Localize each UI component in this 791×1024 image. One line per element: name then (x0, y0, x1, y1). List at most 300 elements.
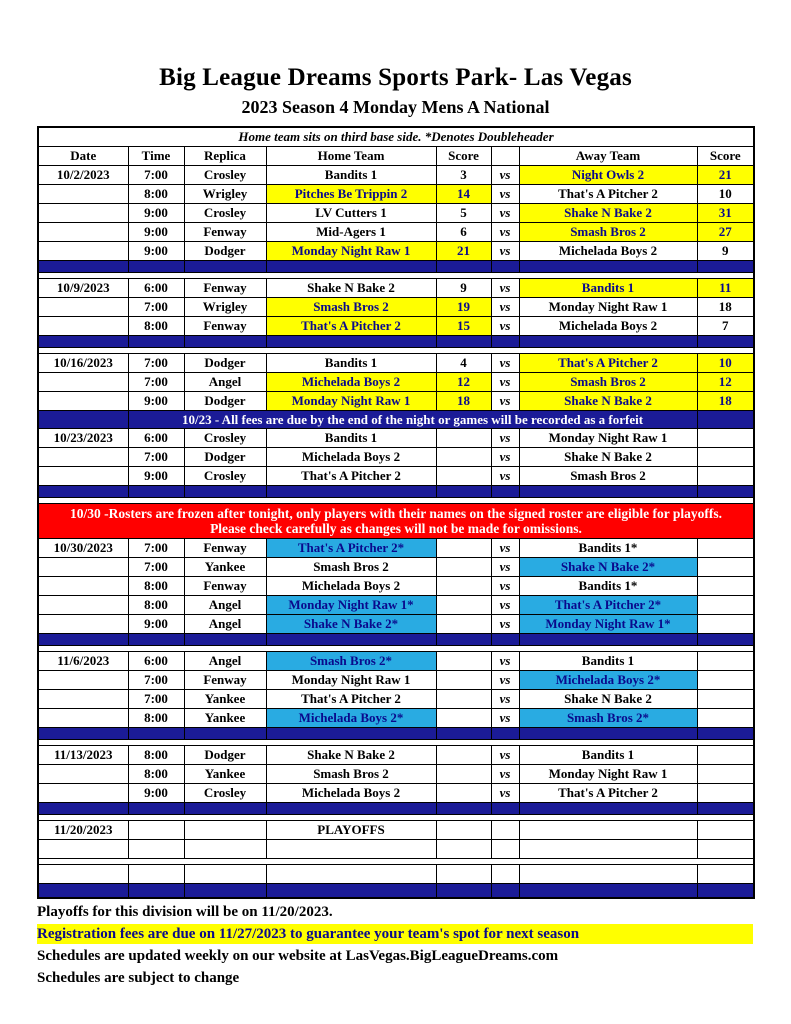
separator-cell (697, 883, 754, 898)
game-row (38, 595, 754, 614)
cell-vs: vs (491, 651, 519, 670)
cell-vs: vs (491, 764, 519, 783)
separator-cell (436, 802, 491, 814)
separator-cell (436, 335, 491, 347)
cell-away-score (697, 820, 754, 839)
separator-cell (128, 335, 184, 347)
cell-home-score (436, 839, 491, 858)
cell-date: 10/16/2023 (38, 353, 128, 372)
cell-home-score (436, 595, 491, 614)
separator-cell (38, 335, 128, 347)
cell-date (38, 316, 128, 335)
header-time: Time (128, 146, 184, 165)
cell-home-team: Bandits 1 (266, 428, 436, 447)
cell-date (38, 576, 128, 595)
footer-website-note: Schedules are updated weekly on our website at LasVegas.BigLeagueDreams.com (37, 948, 559, 964)
cell-home-team (266, 864, 436, 883)
fees-note-text: 10/23 - All fees are due by the end of the night or games will be recorded as a forfeit (128, 410, 697, 428)
cell-time: 9:00 (128, 614, 184, 633)
cell-home-score: 5 (436, 203, 491, 222)
game-row (38, 538, 754, 557)
cell-away-score (697, 538, 754, 557)
cell-time: 7:00 (128, 689, 184, 708)
cell-home-score: 14 (436, 184, 491, 203)
cell-time (128, 864, 184, 883)
cell-home-team: Pitches Be Trippin 2 (266, 184, 436, 203)
game-row (38, 428, 754, 447)
separator-row (38, 485, 754, 497)
game-row (38, 689, 754, 708)
game-row (38, 165, 754, 184)
separator-cell (266, 883, 436, 898)
footer-registration-note: Registration fees are due on 11/27/2023 to guarantee your team's spot for next season (37, 924, 753, 944)
separator-cell (184, 485, 266, 497)
separator-cell (128, 633, 184, 645)
cell-replica: Dodger (184, 241, 266, 260)
cell-home-team: LV Cutters 1 (266, 203, 436, 222)
cell-replica: Fenway (184, 670, 266, 689)
note-left-cell (38, 410, 128, 428)
cell-vs: vs (491, 538, 519, 557)
cell-away-score (697, 557, 754, 576)
empty-row (38, 839, 754, 858)
cell-date (38, 241, 128, 260)
cell-home-score (436, 538, 491, 557)
cell-home-score (436, 447, 491, 466)
cell-replica: Angel (184, 651, 266, 670)
cell-replica: Fenway (184, 538, 266, 557)
cell-date (38, 689, 128, 708)
cell-away-score (697, 783, 754, 802)
cell-date (38, 839, 128, 858)
cell-vs: vs (491, 557, 519, 576)
footer (0, 902, 791, 988)
cell-away-score (697, 864, 754, 883)
cell-away-team: Smash Bros 2 (519, 372, 697, 391)
separator-cell (519, 727, 697, 739)
separator-cell (519, 335, 697, 347)
game-row (38, 651, 754, 670)
cell-date (38, 184, 128, 203)
header-home-score: Score (436, 146, 491, 165)
cell-vs: vs (491, 670, 519, 689)
cell-vs (491, 839, 519, 858)
cell-date: 10/2/2023 (38, 165, 128, 184)
cell-time: 9:00 (128, 391, 184, 410)
cell-replica: Dodger (184, 391, 266, 410)
cell-vs: vs (491, 614, 519, 633)
cell-away-score (697, 839, 754, 858)
cell-away-score (697, 595, 754, 614)
cell-home-score (436, 708, 491, 727)
cell-home-score (436, 614, 491, 633)
cell-away-score: 21 (697, 165, 754, 184)
separator-cell (436, 727, 491, 739)
cell-away-team: Smash Bros 2 (519, 466, 697, 485)
cell-vs: vs (491, 391, 519, 410)
cell-away-team: Bandits 1 (519, 278, 697, 297)
cell-away-team: That's A Pitcher 2* (519, 595, 697, 614)
cell-date (38, 595, 128, 614)
separator-cell (436, 485, 491, 497)
separator-row (38, 883, 754, 898)
game-row (38, 184, 754, 203)
cell-home-score: 19 (436, 297, 491, 316)
cell-vs: vs (491, 165, 519, 184)
separator-row (38, 335, 754, 347)
cell-away-team: Bandits 1 (519, 651, 697, 670)
separator-cell (697, 260, 754, 272)
cell-away-team: Shake N Bake 2* (519, 557, 697, 576)
cell-date (38, 297, 128, 316)
cell-home-score: 18 (436, 391, 491, 410)
header-away-team: Away Team (519, 146, 697, 165)
cell-away-team: Michelada Boys 2 (519, 241, 697, 260)
cell-vs: vs (491, 428, 519, 447)
separator-cell (38, 883, 128, 898)
separator-cell (38, 802, 128, 814)
cell-home-team: Bandits 1 (266, 165, 436, 184)
cell-replica: Yankee (184, 557, 266, 576)
cell-home-score: 15 (436, 316, 491, 335)
cell-away-score: 31 (697, 203, 754, 222)
banner-row (38, 127, 754, 146)
empty-row (38, 864, 754, 883)
cell-away-team: Bandits 1* (519, 576, 697, 595)
cell-away-team (519, 864, 697, 883)
cell-away-score: 12 (697, 372, 754, 391)
separator-cell (266, 633, 436, 645)
separator-cell (266, 727, 436, 739)
note-right-cell (697, 410, 754, 428)
separator-cell (519, 883, 697, 898)
schedule-body (38, 165, 754, 898)
banner-note: Home team sits on third base side. *Denotes Doubleheader (38, 127, 754, 146)
cell-vs: vs (491, 222, 519, 241)
separator-cell (184, 260, 266, 272)
cell-home-score: 6 (436, 222, 491, 241)
cell-time: 7:00 (128, 447, 184, 466)
cell-replica: Angel (184, 372, 266, 391)
cell-home-team: Shake N Bake 2 (266, 278, 436, 297)
cell-replica: Crosley (184, 783, 266, 802)
cell-away-team: Bandits 1 (519, 745, 697, 764)
cell-home-team: That's A Pitcher 2 (266, 689, 436, 708)
cell-vs: vs (491, 466, 519, 485)
cell-date: 10/23/2023 (38, 428, 128, 447)
cell-vs: vs (491, 241, 519, 260)
cell-home-score (436, 428, 491, 447)
separator-cell (266, 335, 436, 347)
cell-home-team: That's A Pitcher 2 (266, 316, 436, 335)
cell-home-team: Smash Bros 2 (266, 557, 436, 576)
separator-cell (436, 633, 491, 645)
cell-replica: Angel (184, 614, 266, 633)
cell-away-score (697, 708, 754, 727)
footer-change-note: Schedules are subject to change (37, 970, 240, 986)
game-row (38, 353, 754, 372)
cell-home-score: 4 (436, 353, 491, 372)
cell-date (38, 372, 128, 391)
page-subtitle: 2023 Season 4 Monday Mens A National (241, 97, 550, 117)
game-row (38, 557, 754, 576)
cell-replica: Angel (184, 595, 266, 614)
cell-time: 6:00 (128, 651, 184, 670)
game-row (38, 316, 754, 335)
cell-away-team: Monday Night Raw 1 (519, 297, 697, 316)
separator-cell (519, 485, 697, 497)
cell-away-score (697, 466, 754, 485)
cell-away-score: 27 (697, 222, 754, 241)
cell-time: 7:00 (128, 353, 184, 372)
game-row (38, 278, 754, 297)
cell-away-score (697, 576, 754, 595)
cell-away-score (697, 428, 754, 447)
separator-cell (128, 802, 184, 814)
cell-home-score: 9 (436, 278, 491, 297)
cell-home-team: Monday Night Raw 1* (266, 595, 436, 614)
separator-cell (697, 485, 754, 497)
cell-home-score (436, 576, 491, 595)
game-row (38, 391, 754, 410)
cell-vs: vs (491, 278, 519, 297)
cell-time (128, 820, 184, 839)
cell-replica (184, 864, 266, 883)
game-row (38, 447, 754, 466)
cell-date (38, 203, 128, 222)
cell-time: 8:00 (128, 316, 184, 335)
cell-date (38, 222, 128, 241)
game-row (38, 297, 754, 316)
separator-cell (697, 727, 754, 739)
cell-home-team: Michelada Boys 2 (266, 576, 436, 595)
separator-cell (184, 633, 266, 645)
cell-date (38, 783, 128, 802)
separator-cell (128, 485, 184, 497)
cell-date: 10/30/2023 (38, 538, 128, 557)
cell-vs: vs (491, 316, 519, 335)
cell-away-score: 10 (697, 184, 754, 203)
game-row (38, 466, 754, 485)
cell-vs: vs (491, 203, 519, 222)
cell-home-team: That's A Pitcher 2 (266, 466, 436, 485)
page-title: Big League Dreams Sports Park- Las Vegas (159, 64, 632, 91)
cell-home-team: Shake N Bake 2 (266, 745, 436, 764)
separator-cell (491, 485, 519, 497)
separator-cell (184, 335, 266, 347)
separator-cell (491, 260, 519, 272)
cell-replica: Dodger (184, 353, 266, 372)
cell-home-team: Michelada Boys 2 (266, 447, 436, 466)
game-row (38, 241, 754, 260)
cell-vs: vs (491, 184, 519, 203)
game-row (38, 764, 754, 783)
cell-away-team: Michelada Boys 2* (519, 670, 697, 689)
game-row (38, 745, 754, 764)
cell-away-team: Bandits 1* (519, 538, 697, 557)
cell-away-team: Shake N Bake 2 (519, 391, 697, 410)
header-replica: Replica (184, 146, 266, 165)
cell-time (128, 839, 184, 858)
game-row (38, 576, 754, 595)
cell-date (38, 557, 128, 576)
game-row (38, 708, 754, 727)
cell-away-team (519, 820, 697, 839)
separator-cell (128, 883, 184, 898)
cell-home-team: Mid-Agers 1 (266, 222, 436, 241)
cell-away-team (519, 839, 697, 858)
separator-cell (491, 335, 519, 347)
separator-cell (38, 260, 128, 272)
cell-time: 6:00 (128, 428, 184, 447)
cell-time: 7:00 (128, 372, 184, 391)
cell-replica (184, 820, 266, 839)
cell-replica: Wrigley (184, 297, 266, 316)
cell-replica: Yankee (184, 708, 266, 727)
cell-away-team: Monday Night Raw 1 (519, 428, 697, 447)
fees-note-row (38, 410, 754, 428)
cell-date (38, 764, 128, 783)
separator-cell (519, 260, 697, 272)
cell-time: 7:00 (128, 165, 184, 184)
cell-home-score (436, 764, 491, 783)
header-vs (491, 146, 519, 165)
cell-home-team: Smash Bros 2 (266, 764, 436, 783)
game-row (38, 203, 754, 222)
cell-home-team: PLAYOFFS (266, 820, 436, 839)
cell-date: 11/6/2023 (38, 651, 128, 670)
game-row (38, 222, 754, 241)
cell-home-team: Monday Night Raw 1 (266, 241, 436, 260)
cell-home-score: 21 (436, 241, 491, 260)
cell-home-score (436, 689, 491, 708)
cell-replica: Yankee (184, 764, 266, 783)
cell-time: 8:00 (128, 595, 184, 614)
cell-replica (184, 839, 266, 858)
separator-cell (184, 727, 266, 739)
separator-cell (128, 727, 184, 739)
cell-home-team: Michelada Boys 2 (266, 783, 436, 802)
separator-cell (519, 802, 697, 814)
cell-replica: Dodger (184, 745, 266, 764)
cell-vs: vs (491, 783, 519, 802)
cell-time: 7:00 (128, 670, 184, 689)
roster-freeze-notice-row (38, 503, 754, 538)
separator-cell (184, 883, 266, 898)
cell-replica: Dodger (184, 447, 266, 466)
separator-cell (128, 260, 184, 272)
cell-home-team: Michelada Boys 2 (266, 372, 436, 391)
cell-away-score (697, 447, 754, 466)
cell-away-team: Monday Night Raw 1* (519, 614, 697, 633)
separator-cell (266, 485, 436, 497)
cell-replica: Crosley (184, 165, 266, 184)
header-home-team: Home Team (266, 146, 436, 165)
cell-vs: vs (491, 745, 519, 764)
cell-away-team: Shake N Bake 2 (519, 447, 697, 466)
cell-away-team: Night Owls 2 (519, 165, 697, 184)
separator-cell (38, 633, 128, 645)
cell-replica: Yankee (184, 689, 266, 708)
separator-cell (697, 633, 754, 645)
header-date: Date (38, 146, 128, 165)
cell-home-team: Smash Bros 2* (266, 651, 436, 670)
game-row (38, 614, 754, 633)
separator-cell (266, 260, 436, 272)
cell-home-score (436, 557, 491, 576)
separator-row (38, 260, 754, 272)
cell-home-team (266, 839, 436, 858)
separator-cell (519, 633, 697, 645)
roster-freeze-notice-text: 10/30 -Rosters are frozen after tonight, only players with their names on the signed roster are eligible for playoffs. Please check carefully as changes will not be made for omissions. (38, 503, 754, 538)
cell-away-score: 18 (697, 391, 754, 410)
separator-cell (491, 633, 519, 645)
cell-home-score (436, 466, 491, 485)
cell-away-team: That's A Pitcher 2 (519, 353, 697, 372)
separator-cell (697, 802, 754, 814)
separator-row (38, 633, 754, 645)
cell-vs (491, 864, 519, 883)
separator-cell (38, 727, 128, 739)
cell-vs: vs (491, 372, 519, 391)
cell-home-team: Smash Bros 2 (266, 297, 436, 316)
cell-home-team: Michelada Boys 2* (266, 708, 436, 727)
cell-date: 11/13/2023 (38, 745, 128, 764)
cell-date (38, 391, 128, 410)
cell-time: 7:00 (128, 297, 184, 316)
cell-replica: Wrigley (184, 184, 266, 203)
cell-home-score (436, 651, 491, 670)
cell-vs: vs (491, 708, 519, 727)
cell-time: 8:00 (128, 576, 184, 595)
cell-time: 9:00 (128, 203, 184, 222)
cell-time: 7:00 (128, 557, 184, 576)
cell-date: 10/9/2023 (38, 278, 128, 297)
cell-away-team: Michelada Boys 2 (519, 316, 697, 335)
cell-time: 9:00 (128, 466, 184, 485)
cell-vs: vs (491, 297, 519, 316)
separator-cell (491, 883, 519, 898)
cell-away-team: Shake N Bake 2 (519, 203, 697, 222)
separator-row (38, 802, 754, 814)
cell-home-score (436, 783, 491, 802)
footer-playoffs-note: Playoffs for this division will be on 11/20/2023. (37, 904, 333, 920)
cell-away-team: That's A Pitcher 2 (519, 184, 697, 203)
cell-home-score: 3 (436, 165, 491, 184)
cell-home-score (436, 670, 491, 689)
cell-replica: Fenway (184, 222, 266, 241)
schedule-table (37, 126, 755, 899)
cell-time: 6:00 (128, 278, 184, 297)
cell-time: 8:00 (128, 708, 184, 727)
game-row (38, 670, 754, 689)
header-row (38, 146, 754, 165)
game-row (38, 372, 754, 391)
cell-date (38, 614, 128, 633)
cell-vs: vs (491, 595, 519, 614)
cell-away-score: 18 (697, 297, 754, 316)
game-row (38, 783, 754, 802)
cell-date (38, 447, 128, 466)
cell-time: 8:00 (128, 184, 184, 203)
cell-vs: vs (491, 447, 519, 466)
cell-replica: Crosley (184, 203, 266, 222)
cell-home-team: Shake N Bake 2* (266, 614, 436, 633)
separator-row (38, 727, 754, 739)
separator-cell (38, 485, 128, 497)
cell-away-score (697, 745, 754, 764)
cell-home-team: That's A Pitcher 2* (266, 538, 436, 557)
